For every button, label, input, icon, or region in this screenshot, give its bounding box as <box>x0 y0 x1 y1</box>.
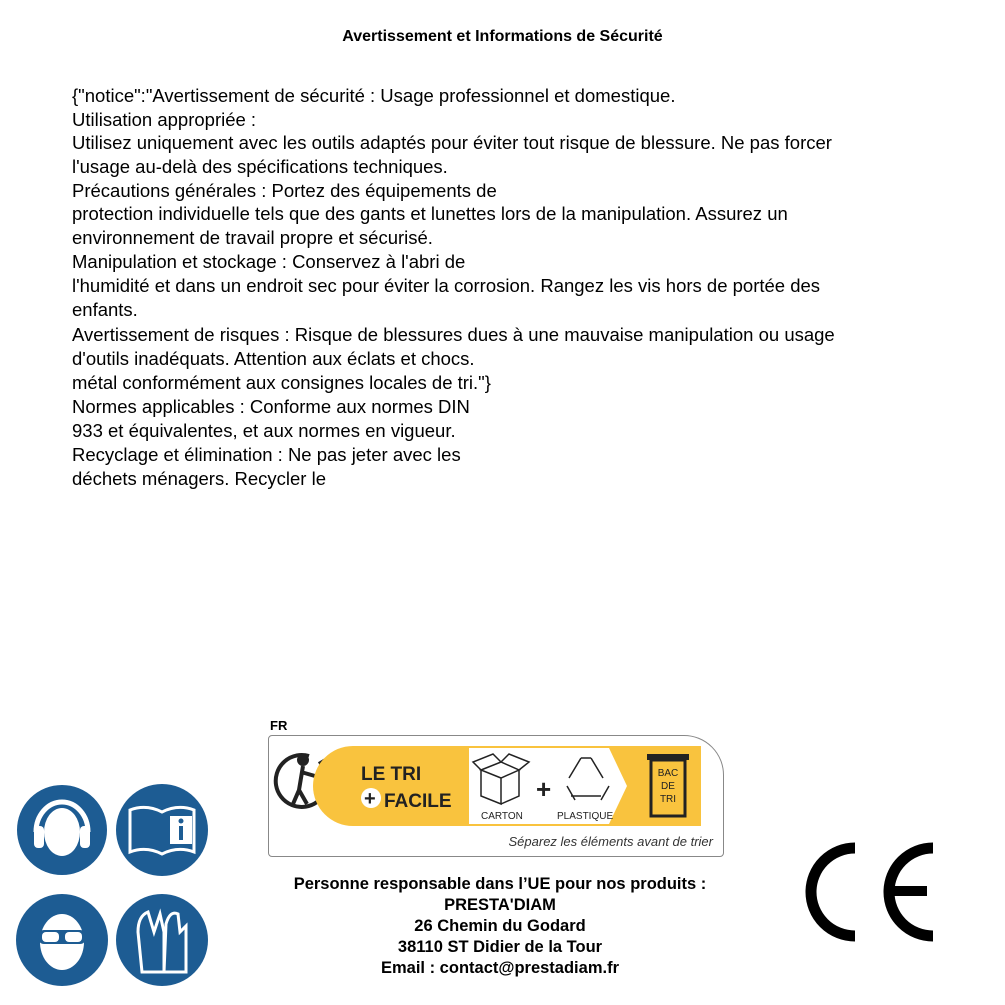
ce-mark <box>795 840 940 945</box>
logo-line2: FACILE <box>384 791 452 812</box>
text-line: Normes applicables : Conforme aux normes DIN <box>72 396 470 417</box>
text-line: déchets ménagers. Recycler le <box>72 468 326 489</box>
text-line: Précautions générales : Portez des équipements de <box>72 180 497 201</box>
ear-protection-icon <box>16 784 108 876</box>
item-plastique: PLASTIQUE <box>557 811 614 822</box>
item-carton: CARTON <box>481 811 523 822</box>
text-line: l'usage au-delà des spécifications techniques. <box>72 156 448 177</box>
street-address: 26 Chemin du Godard <box>414 917 586 935</box>
bin-line: DE <box>661 781 675 792</box>
text-line: protection individuelle tels que des gants et lunettes lors de la manipulation. Assurez un <box>72 203 788 224</box>
eye-protection-icon <box>16 894 108 986</box>
responsible-heading: Personne responsable dans l’UE pour nos produits : <box>293 875 707 893</box>
text-line: 933 et équivalentes, et aux normes en vigueur. <box>72 420 456 441</box>
text-line: environnement de travail propre et sécurisé. <box>72 227 433 248</box>
company-name: PRESTA'DIAM <box>444 896 556 914</box>
page-title: Avertissement et Informations de Sécurité <box>342 28 663 45</box>
text-line: d'outils inadéquats. Attention aux éclats et chocs. <box>72 348 475 369</box>
triman-language: FR <box>270 718 288 733</box>
bin-line: TRI <box>659 794 677 805</box>
text-line: Utilisez uniquement avec les outils adaptés pour éviter tout risque de blessure. Ne pas forcer <box>72 132 832 153</box>
gloves-icon <box>116 894 208 986</box>
text-line: métal conformément aux consignes locales de tri."} <box>72 372 491 393</box>
email: Email : contact@prestadiam.fr <box>381 959 619 977</box>
read-manual-icon <box>116 784 208 876</box>
bin-line: BAC <box>657 768 679 779</box>
svg-text:+: + <box>364 788 376 810</box>
city-address: 38110 ST Didier de la Tour <box>397 938 603 956</box>
text-line: Recyclage et élimination : Ne pas jeter avec les <box>72 444 461 465</box>
text-line: l'humidité et dans un endroit sec pour éviter la corrosion. Rangez les vis hors de portée des <box>72 275 821 296</box>
responsible-person <box>240 874 760 979</box>
logo-line1: LE TRI <box>361 764 422 785</box>
text-line: enfants. <box>72 299 138 320</box>
text-line: {"notice":"Avertissement de sécurité : Usage professionnel et domestique. <box>72 85 676 106</box>
text-line: Manipulation et stockage : Conservez à l'abri de <box>72 251 466 272</box>
svg-text:+: + <box>536 774 552 804</box>
triman-sorting-label <box>268 735 724 857</box>
triman-caption: Séparez les éléments avant de trier <box>508 834 713 849</box>
text-line: Utilisation appropriée : <box>72 109 257 130</box>
text-line: Avertissement de risques : Risque de blessures dues à une mauvaise manipulation ou usage <box>72 324 835 345</box>
